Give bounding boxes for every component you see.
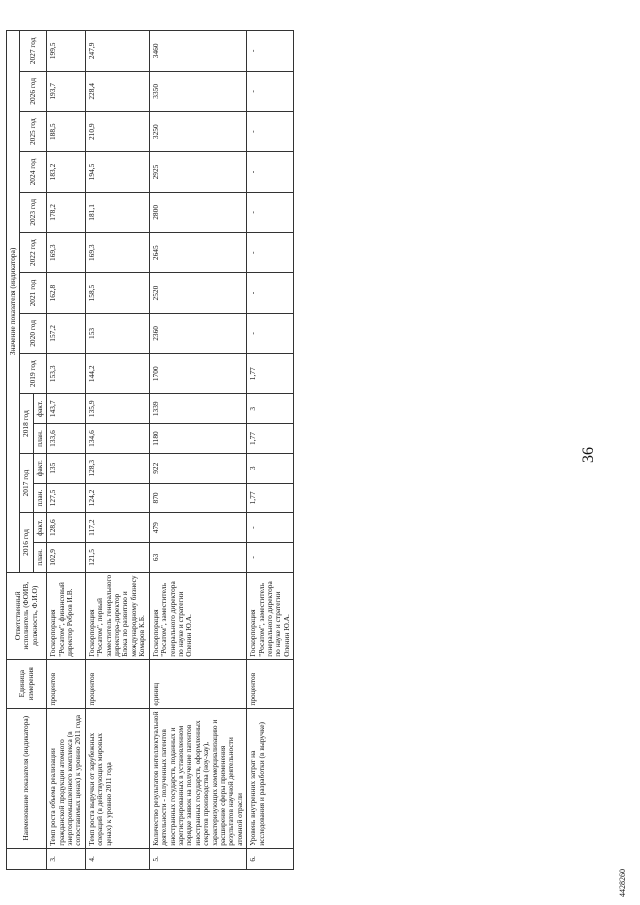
value-cell: 63: [149, 543, 246, 573]
value-cell: 183,2: [47, 152, 86, 192]
value-cell: 3250: [149, 112, 246, 152]
table-row: [85, 31, 149, 870]
page-number: 36: [580, 447, 597, 463]
value-cell: 143,7: [47, 394, 86, 424]
header-plan: план.: [33, 424, 46, 454]
header-responsible: Ответственный исполнитель (ФОИВ, должность, Ф.И.О): [7, 572, 47, 659]
header-year: 2027 год: [20, 31, 47, 72]
value-cell: 127,5: [47, 483, 86, 513]
table-row: [149, 31, 246, 870]
value-cell: 3: [247, 394, 294, 424]
value-cell: 128,3: [85, 453, 149, 483]
value-cell: -: [247, 233, 294, 273]
value-cell: 158,5: [85, 273, 149, 313]
value-cell: 1,77: [247, 483, 294, 513]
value-cell: 121,5: [85, 543, 149, 573]
header-plan: план.: [33, 543, 46, 573]
value-cell: 1180: [149, 424, 246, 454]
header-plan: план.: [33, 483, 46, 513]
header-fact: факт.: [33, 453, 46, 483]
header-values-group: Значение показателя (индикатора): [7, 31, 20, 573]
responsible-cell: Госкорпорация "Росатом", заместитель генерального директора по науке и стратегии Оленин Ю.А.: [247, 572, 294, 659]
table-row: [247, 31, 294, 870]
header-year: 2025 год: [20, 112, 47, 152]
value-cell: 157,2: [47, 313, 86, 353]
header-fact: факт.: [33, 513, 46, 543]
value-cell: 3: [247, 453, 294, 483]
header-year: 2017 год: [20, 453, 33, 512]
header-year: 2024 год: [20, 152, 47, 192]
value-cell: -: [247, 273, 294, 313]
value-cell: 870: [149, 483, 246, 513]
value-cell: 210,9: [85, 112, 149, 152]
value-cell: 228,4: [85, 71, 149, 111]
value-cell: 1,77: [247, 354, 294, 394]
value-cell: -: [247, 71, 294, 111]
value-cell: 199,5: [47, 31, 86, 72]
value-cell: -: [247, 513, 294, 543]
row-number: 3.: [47, 848, 86, 869]
value-cell: 117,2: [85, 513, 149, 543]
header-year: 2021 год: [20, 273, 47, 313]
value-cell: 181,1: [85, 192, 149, 232]
value-cell: 2645: [149, 233, 246, 273]
value-cell: -: [247, 543, 294, 573]
header-year: 2016 год: [20, 513, 33, 572]
value-cell: 102,9: [47, 543, 86, 573]
value-cell: 153,3: [47, 354, 86, 394]
row-number: 5.: [149, 848, 246, 869]
value-cell: 124,2: [85, 483, 149, 513]
indicator-name: Темп роста выручки от зарубежных операций (в действующих мировых ценах) к уровню 2011 года: [85, 708, 149, 848]
responsible-cell: Госкорпорация "Росатом", финансовый директор Ребров И.В.: [47, 572, 86, 659]
value-cell: 2800: [149, 192, 246, 232]
row-number: 4.: [85, 848, 149, 869]
value-cell: -: [247, 313, 294, 353]
value-cell: 247,9: [85, 31, 149, 72]
value-cell: -: [247, 192, 294, 232]
indicator-name: Уровень внутренних затрат на исследования и разработки (в выручке): [247, 708, 294, 848]
value-cell: 194,5: [85, 152, 149, 192]
document-id: 4428260: [618, 869, 627, 897]
value-cell: 135: [47, 453, 86, 483]
unit-cell: процентов: [47, 659, 86, 708]
header-no: [7, 848, 47, 869]
indicator-table: [6, 30, 294, 870]
header-unit: Единица измерения: [7, 659, 47, 708]
header-year: 2019 год: [20, 354, 47, 394]
value-cell: 178,2: [47, 192, 86, 232]
unit-cell: процентов: [85, 659, 149, 708]
value-cell: -: [247, 112, 294, 152]
table-body: [47, 31, 294, 870]
value-cell: 188,5: [47, 112, 86, 152]
unit-cell: процентов: [247, 659, 294, 708]
value-cell: 135,9: [85, 394, 149, 424]
row-number: 6.: [247, 848, 294, 869]
value-cell: 2520: [149, 273, 246, 313]
value-cell: 169,3: [47, 233, 86, 273]
indicator-name: Количество результатов интеллектуальной деятельности - полученных патентов иностранных государств, поданных и зарегистрированных в установленном порядке заявок на получение патентов иностранных государств, оформленных секретов производства (ноу-хау), характеризующих коммерциализацию и расширение сферы применения результатов научной деятельности атомной отрасли: [149, 708, 246, 848]
value-cell: -: [247, 152, 294, 192]
value-cell: 3460: [149, 31, 246, 72]
indicator-name: Темп роста объема реализации гражданской продукции атомного энергопромышленного комплекса (в сопоставимых ценах) к уровню 2011 года: [47, 708, 86, 848]
value-cell: 153: [85, 313, 149, 353]
value-cell: 1339: [149, 394, 246, 424]
value-cell: -: [247, 31, 294, 72]
table-row: [47, 31, 86, 870]
value-cell: 2925: [149, 152, 246, 192]
value-cell: 1,77: [247, 424, 294, 454]
value-cell: 1700: [149, 354, 246, 394]
value-cell: 134,6: [85, 424, 149, 454]
value-cell: 3350: [149, 71, 246, 111]
value-cell: 193,7: [47, 71, 86, 111]
value-cell: 162,8: [47, 273, 86, 313]
value-cell: 2360: [149, 313, 246, 353]
value-cell: 128,6: [47, 513, 86, 543]
header-year: 2026 год: [20, 71, 47, 111]
unit-cell: единиц: [149, 659, 246, 708]
header-year: 2018 год: [20, 394, 33, 453]
header-fact: факт.: [33, 394, 46, 424]
value-cell: 133,6: [47, 424, 86, 454]
value-cell: 169,3: [85, 233, 149, 273]
responsible-cell: Госкорпорация "Росатом", первый заместитель генерального директора-директор Блока по развитию и международному бизнесу Комаров К.Б.: [85, 572, 149, 659]
value-cell: 479: [149, 513, 246, 543]
header-year: 2022 год: [20, 233, 47, 273]
value-cell: 144,2: [85, 354, 149, 394]
header-name: Наименование показателя (индикатора): [7, 708, 47, 848]
value-cell: 922: [149, 453, 246, 483]
responsible-cell: Госкорпорация "Росатом", заместитель генерального директора по науке и стратегии Оленин Ю.А.: [149, 572, 246, 659]
header-year: 2020 год: [20, 313, 47, 353]
header-year: 2023 год: [20, 192, 47, 232]
